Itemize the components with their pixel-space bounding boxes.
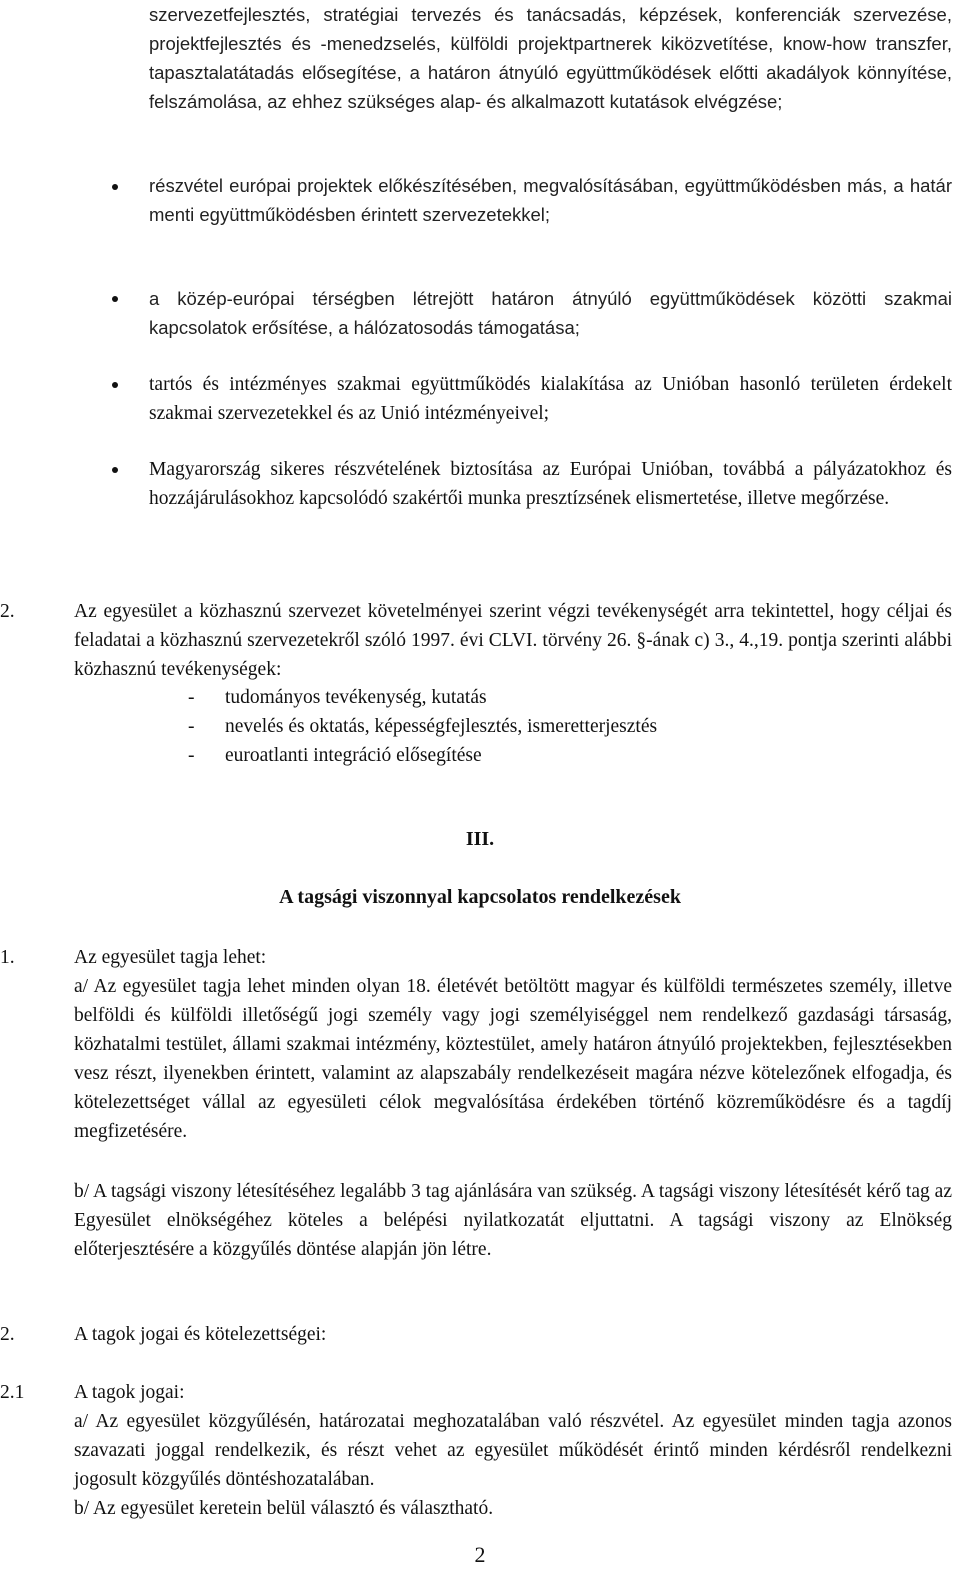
section-2-text: Az egyesület a közhasznú szervezet követelményei szerint végzi tevékenységét arra tekintettel, hogy céljai és feladatai a közhasznú szervezetekről szóló 1997. évi CLVI. törvény 26. §-ának c) 3., 4.,19. pontja szerinti alábbi közhasznú tevékenységek: xyxy=(74,601,952,680)
bullet-dot xyxy=(112,184,118,190)
activity-dash: - xyxy=(188,745,195,766)
chapter-title: A tagsági viszonnyal kapcsolatos rendelkezések xyxy=(279,886,681,908)
bullet-item: részvétel európai projektek előkészítésében, megvalósításában, együttműködésben más, a határ menti együttműködésben érintett szervezetekkel; xyxy=(149,175,952,225)
activity-item: euroatlanti integráció elősegítése xyxy=(225,745,482,766)
page-number: 2 xyxy=(474,1542,486,1567)
intro-paragraph: szervezetfejlesztés, stratégiai tervezés és tanácsadás, képzések, konferenciák szervezése, projektfejlesztés és -menedzselés, külföldi projektpartnerek kiközvetítése, know-how transzfer, tapasztalatátadás elősegítése, a határon átnyúló együttműködések előtti akadályok könnyítése, felszámolása, az ehhez szükséges alap- és alkalmazott kutatások elvégzése; xyxy=(149,4,952,112)
bullet-dot xyxy=(112,296,118,302)
item-2-number: 2. xyxy=(0,1324,15,1345)
item-1-title: Az egyesület tagja lehet: xyxy=(74,947,267,968)
bullet-dot xyxy=(112,382,118,388)
activity-dash: - xyxy=(188,687,195,708)
item-2-1-b: b/ Az egyesület keretein belül választó és választható. xyxy=(74,1498,494,1519)
item-1-number: 1. xyxy=(0,947,15,968)
section-number: 2. xyxy=(0,601,15,622)
activity-item: tudományos tevékenység, kutatás xyxy=(225,687,487,708)
item-2-title: A tagok jogai és kötelezettségei: xyxy=(74,1324,327,1345)
bullet-item: a közép-európai térségben létrejött határon átnyúló együttműködések közötti szakmai kapcsolatok erősítése, a hálózatosodás támogatása; xyxy=(149,288,952,338)
activity-item: nevelés és oktatás, képességfejlesztés, ismeretterjesztés xyxy=(225,716,658,737)
activity-dash: - xyxy=(188,716,195,737)
item-2-1-title: A tagok jogai: xyxy=(74,1382,185,1403)
item-2-1-number: 2.1 xyxy=(0,1382,25,1403)
bullet-dot xyxy=(112,467,118,473)
bullet-item: Magyarország sikeres részvételének biztosítása az Európai Unióban, továbbá a pályázatokhoz és hozzájárulásokhoz kapcsolódó szakértői munka presztízsének elismertetése, illetve megőrzése. xyxy=(149,459,952,509)
bullet-item: tartós és intézményes szakmai együttműködés kialakítása az Unióban hasonló területen érdekelt szakmai szervezetekkel és az Unió intézményeivel; xyxy=(149,374,952,424)
item-1-b: b/ A tagsági viszony létesítéséhez legalább 3 tag ajánlására van szükség. A tagsági viszony létesítését kérő tag az Egyesület elnökségéhez köteles a belépési nyilatkozatát eljuttatni. A tagsági viszony az Elnökség előterjesztésére a közgyűlés döntése alapján jön létre. xyxy=(74,1181,952,1260)
item-2-1-a: a/ Az egyesület közgyűlésén, határozatai meghozatalában való részvétel. Az egyesület minden tagja azonos szavazati joggal rendelkezik, és részt vehet az egyesület működését érintő minden kérdésről rendelkezni jogosult közgyűlés döntéshozatalában. xyxy=(74,1411,952,1490)
item-1-a: a/ Az egyesület tagja lehet minden olyan 18. életévét betöltött magyar és külföldi természetes személy, illetve belföldi és külföldi illetőségű jogi személy vagy jogi személyiséggel nem rendelkező gazdasági társaság, közhatalmi testület, állami szakmai intézmény, köztestület, amely határon átnyúló projektekben, fejlesztésekben vesz részt, ilyenekben érintett, valamint az alapszabály rendelkezéseit magára nézve kötelezőnek elfogadja, és kötelezettséget vállal az egyesületi célok megvalósítása érdekében történő közreműködésre és a tagdíj megfizetésére. xyxy=(74,976,952,1142)
chapter-number: III. xyxy=(465,828,495,850)
